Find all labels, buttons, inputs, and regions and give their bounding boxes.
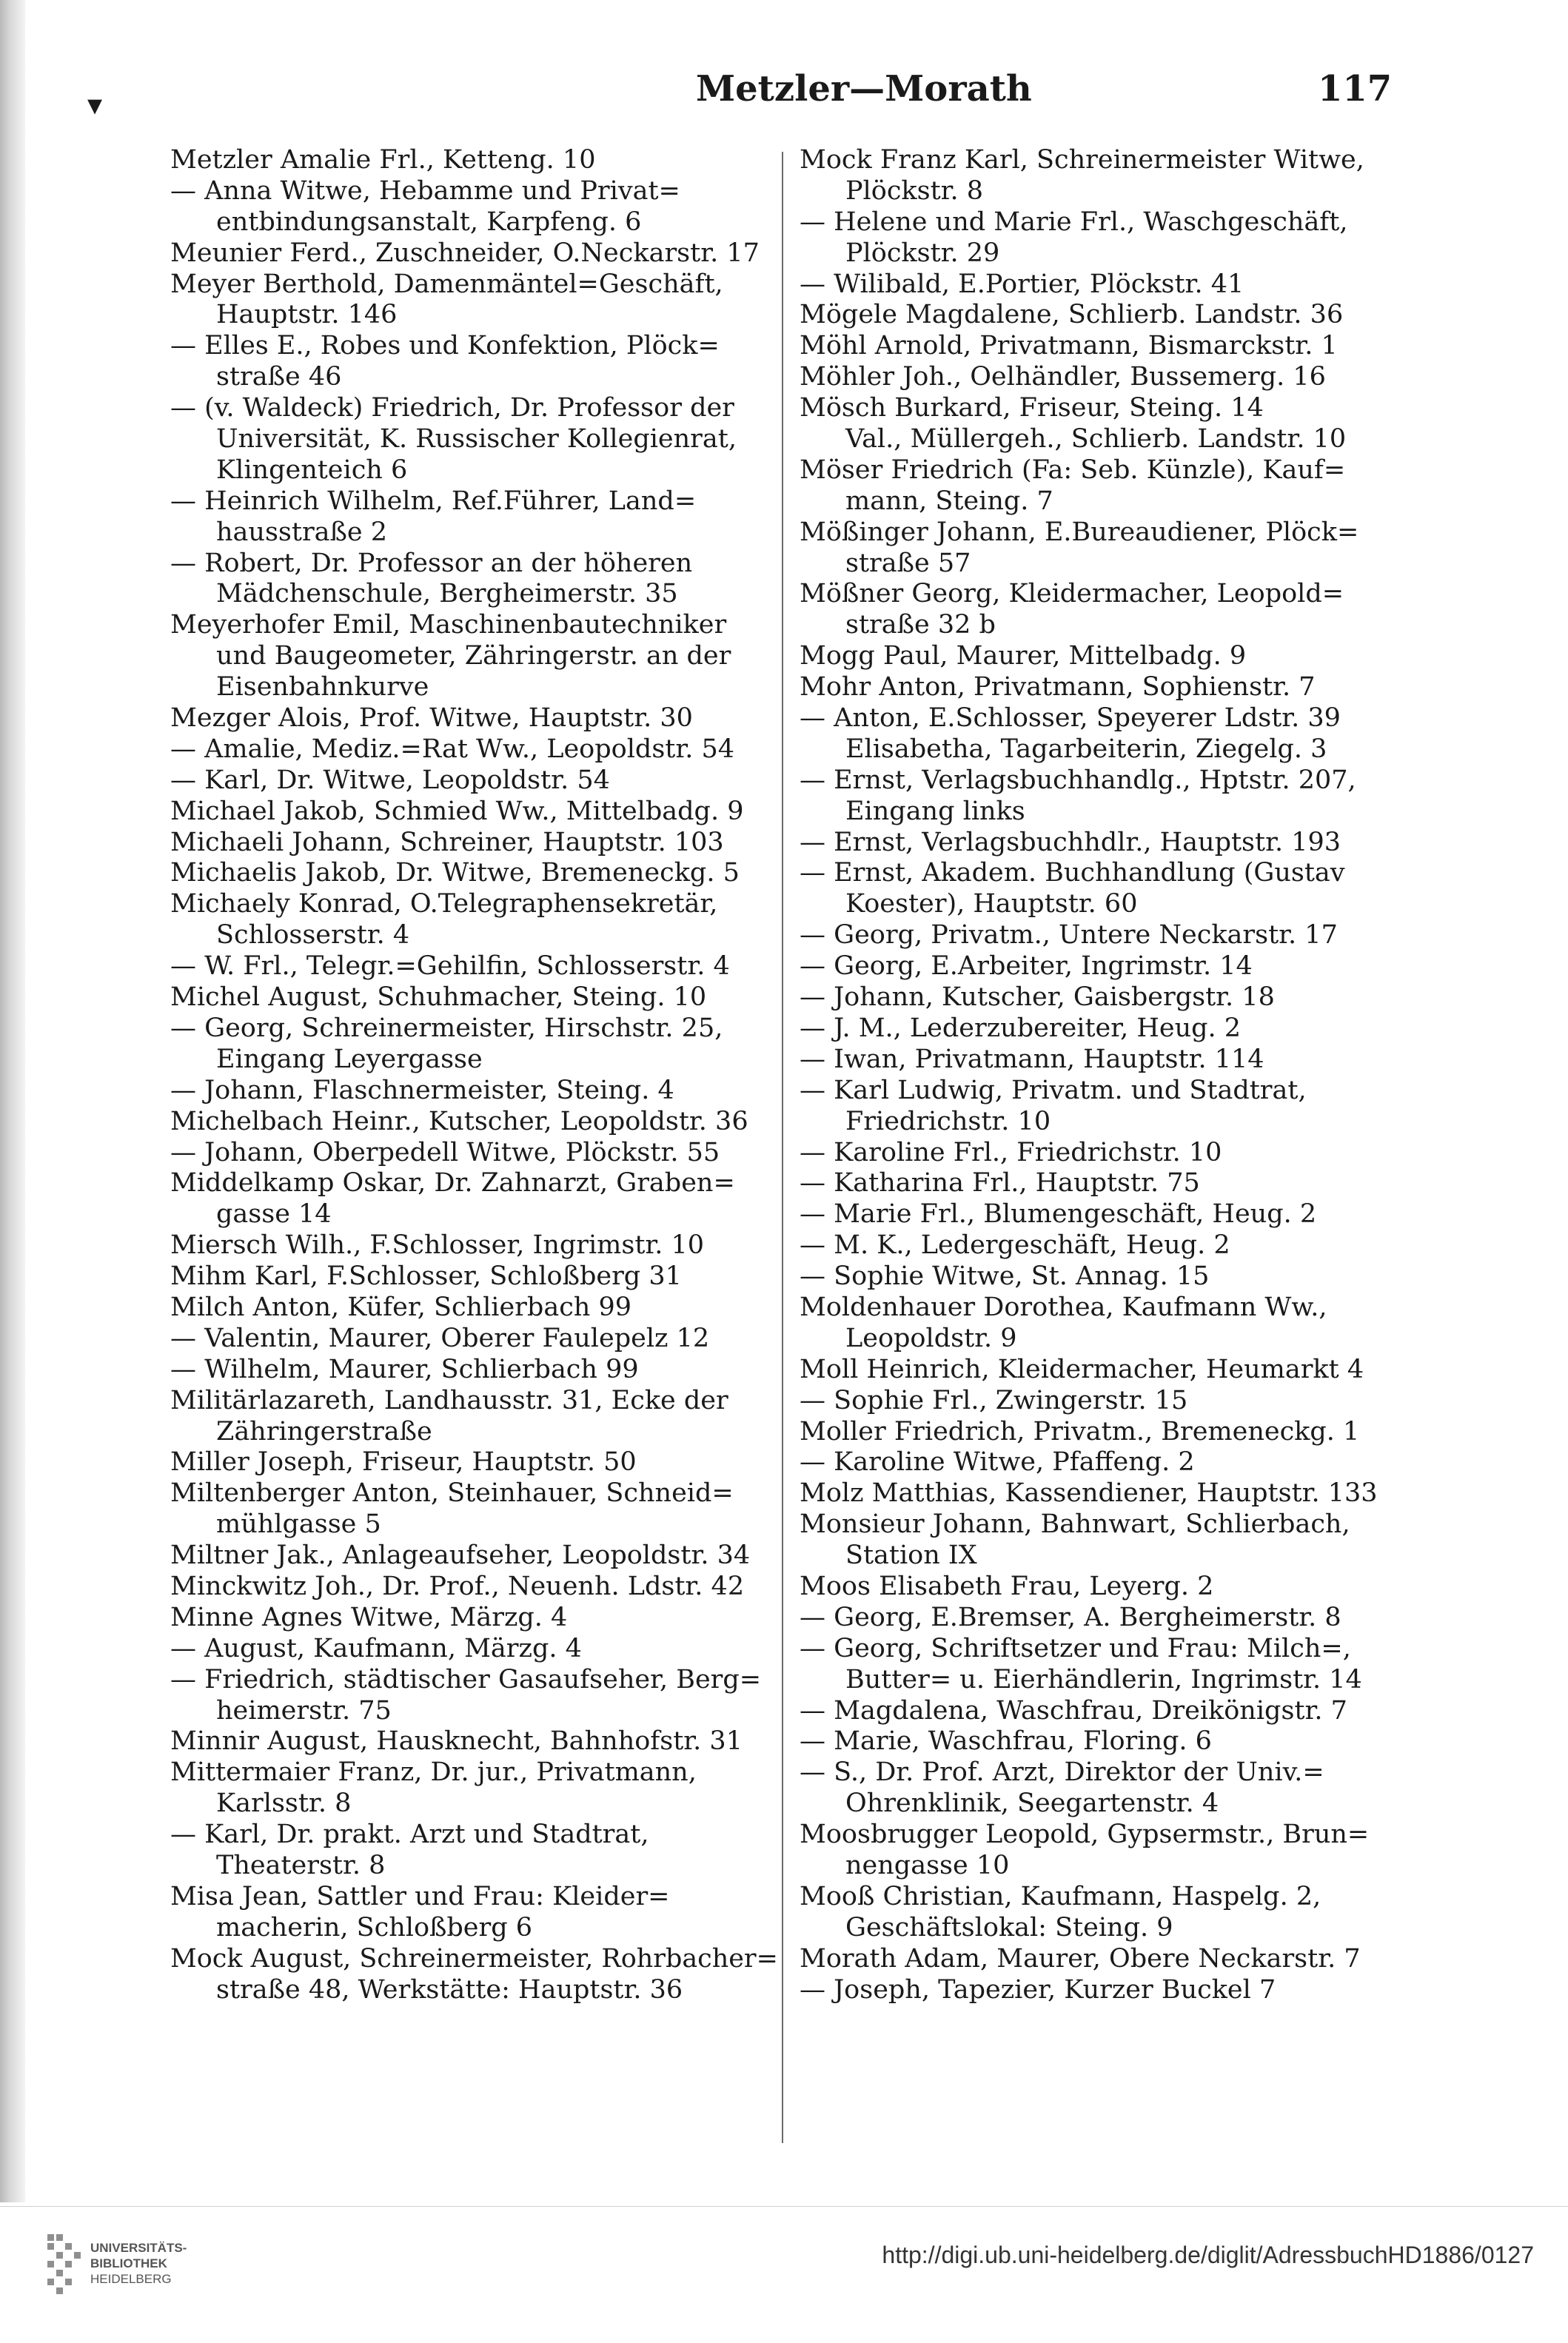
- library-name-line: HEIDELBERG: [90, 2272, 172, 2286]
- directory-entry-line: — Sophie Frl., Zwingerstr. 15: [800, 1385, 1188, 1415]
- directory-entry-line: — Karl, Dr. prakt. Arzt und Stadtrat,: [170, 1820, 649, 1850]
- library-seal-icon: [44, 2228, 84, 2302]
- directory-entry-line: Plöckstr. 29: [845, 238, 1000, 268]
- directory-entry-line: — Joseph, Tapezier, Kurzer Buckel 7: [800, 1974, 1276, 2005]
- directory-entry-line: nengasse 10: [845, 1850, 1010, 1880]
- directory-entry-line: Miersch Wilh., F.Schlosser, Ingrimstr. 10: [170, 1230, 705, 1261]
- directory-entry-line: Mößinger Johann, E.Bureaudiener, Plöck=: [800, 517, 1359, 547]
- directory-entry-line: Mößner Georg, Kleidermacher, Leopold=: [800, 579, 1344, 609]
- directory-entry-line: Geschäftslokal: Steing. 9: [845, 1912, 1173, 1943]
- directory-entry-line: Koester), Hauptstr. 60: [845, 889, 1138, 919]
- directory-entry-line: — August, Kaufmann, Märzg. 4: [170, 1633, 582, 1663]
- directory-entry-line: — Johann, Oberpedell Witwe, Plöckstr. 55: [170, 1137, 720, 1167]
- directory-entry-line: Moos Elisabeth Frau, Leyerg. 2: [800, 1571, 1214, 1601]
- directory-entry-line: — Anton, E.Schlosser, Speyerer Ldstr. 39: [800, 703, 1341, 734]
- directory-entry-line: — Valentin, Maurer, Oberer Faulepelz 12: [170, 1323, 710, 1353]
- directory-entry-line: Morath Adam, Maurer, Obere Neckarstr. 7: [800, 1943, 1361, 1974]
- directory-entry-line: — Magdalena, Waschfrau, Dreikönigstr. 7: [800, 1695, 1347, 1726]
- directory-entry-line: mühlgasse 5: [216, 1509, 381, 1540]
- directory-entry-line: Plöckstr. 8: [845, 175, 984, 206]
- directory-entry-line: — Georg, E.Bremser, A. Bergheimerstr. 8: [800, 1602, 1341, 1632]
- directory-entry-line: Möhl Arnold, Privatmann, Bismarckstr. 1: [800, 331, 1338, 361]
- directory-entry-line: straße 46: [216, 362, 342, 392]
- directory-entry-line: Mogg Paul, Maurer, Mittelbadg. 9: [800, 641, 1247, 671]
- directory-entry-line: Ohrenklinik, Seegartenstr. 4: [845, 1789, 1219, 1819]
- directory-entry-line: — Karoline Witwe, Pfaffeng. 2: [800, 1447, 1195, 1478]
- library-name-line: BIBLIOTHEK: [90, 2256, 167, 2270]
- directory-entry-line: heimerstr. 75: [216, 1695, 392, 1726]
- directory-entry-line: Hauptstr. 146: [216, 300, 398, 330]
- directory-entry-line: straße 57: [845, 548, 971, 578]
- directory-entry-line: Miltner Jak., Anlageaufseher, Leopoldstr. 34: [170, 1541, 751, 1571]
- directory-entry-line: Milch Anton, Küfer, Schlierbach 99: [170, 1292, 631, 1322]
- directory-entry-line: Eingang Leyergasse: [216, 1044, 483, 1074]
- directory-entry-line: Militärlazareth, Landhausstr. 31, Ecke der: [170, 1385, 728, 1415]
- directory-entry-line: — Karl Ludwig, Privatm. und Stadtrat,: [800, 1075, 1307, 1105]
- directory-entry-line: Mihm Karl, F.Schlosser, Schloßberg 31: [170, 1261, 682, 1292]
- directory-entry-line: Michael Jakob, Schmied Ww., Mittelbadg. 9: [170, 796, 744, 826]
- directory-entry-line: Moldenhauer Dorothea, Kaufmann Ww.,: [800, 1292, 1327, 1322]
- directory-entry-line: Friedrichstr. 10: [845, 1106, 1051, 1136]
- directory-entry-line: und Baugeometer, Zähringerstr. an der: [216, 641, 731, 671]
- directory-entry-line: — Karl, Dr. Witwe, Leopoldstr. 54: [170, 765, 610, 795]
- directory-entry-line: hausstraße 2: [216, 517, 388, 547]
- directory-entry-line: Meyerhofer Emil, Maschinenbautechniker: [170, 610, 727, 640]
- directory-entry-line: Butter= u. Eierhändlerin, Ingrimstr. 14: [845, 1664, 1362, 1695]
- directory-entry-line: Val., Müllergeh., Schlierb. Landstr. 10: [845, 424, 1347, 455]
- directory-entry-line: — Elles E., Robes und Konfektion, Plöck=: [170, 331, 720, 361]
- directory-entry-line: Moosbrugger Leopold, Gypsermstr., Brun=: [800, 1820, 1370, 1850]
- directory-entry-line: — Johann, Flaschnermeister, Steing. 4: [170, 1075, 674, 1105]
- directory-entry-line: Miltenberger Anton, Steinhauer, Schneid=: [170, 1478, 734, 1509]
- directory-entry-line: Mittermaier Franz, Dr. jur., Privatmann,: [170, 1757, 697, 1788]
- directory-entry-line: Misa Jean, Sattler und Frau: Kleider=: [170, 1881, 670, 1911]
- directory-entry-line: — Georg, E.Arbeiter, Ingrimstr. 14: [800, 951, 1253, 982]
- directory-entry-line: — M. K., Ledergeschäft, Heug. 2: [800, 1230, 1230, 1261]
- directory-entry-line: — Ernst, Akadem. Buchhandlung (Gustav: [800, 858, 1345, 888]
- column-divider: [782, 152, 783, 2143]
- directory-entry-line: Mock Franz Karl, Schreinermeister Witwe,: [800, 145, 1364, 175]
- directory-entry-line: — (v. Waldeck) Friedrich, Dr. Professor der: [170, 393, 734, 423]
- directory-entry-line: — Georg, Privatm., Untere Neckarstr. 17: [800, 920, 1338, 951]
- directory-entry-line: — Amalie, Mediz.=Rat Ww., Leopoldstr. 54: [170, 734, 735, 764]
- directory-entry-line: entbindungsanstalt, Karpfeng. 6: [216, 207, 642, 237]
- directory-entry-line: Monsieur Johann, Bahnwart, Schlierbach,: [800, 1509, 1350, 1540]
- directory-entry-line: Schlosserstr. 4: [216, 920, 410, 951]
- directory-entry-line: — Marie Frl., Blumengeschäft, Heug. 2: [800, 1199, 1317, 1230]
- directory-entry-line: Mädchenschule, Bergheimerstr. 35: [216, 579, 678, 609]
- directory-entry-line: Möser Friedrich (Fa: Seb. Künzle), Kauf=: [800, 455, 1346, 485]
- directory-entry-line: Mohr Anton, Privatmann, Sophienstr. 7: [800, 672, 1316, 703]
- footer-rule: [0, 2206, 1568, 2207]
- directory-entry-line: Michelbach Heinr., Kutscher, Leopoldstr. 36: [170, 1106, 748, 1136]
- directory-entry-line: — Wilibald, E.Portier, Plöckstr. 41: [800, 269, 1244, 299]
- directory-entry-line: Michaely Konrad, O.Telegraphensekretär,: [170, 889, 718, 919]
- directory-entry-line: Mögele Magdalene, Schlierb. Landstr. 36: [800, 300, 1344, 330]
- directory-entry-line: Klingenteich 6: [216, 455, 408, 485]
- directory-entry-line: mann, Steing. 7: [845, 486, 1053, 516]
- directory-entry-line: Minne Agnes Witwe, Märzg. 4: [170, 1602, 568, 1632]
- directory-entry-line: straße 32 b: [845, 610, 996, 640]
- page-corner-mark: ▾: [87, 88, 103, 122]
- directory-entry-line: — Georg, Schriftsetzer und Frau: Milch=,: [800, 1633, 1351, 1663]
- directory-entry-line: — Heinrich Wilhelm, Ref.Führer, Land=: [170, 486, 697, 516]
- directory-entry-line: — Ernst, Verlagsbuchhandlg., Hptstr. 207,: [800, 765, 1356, 795]
- directory-entry-line: straße 48, Werkstätte: Hauptstr. 36: [216, 1974, 683, 2005]
- directory-entry-line: Elisabetha, Tagarbeiterin, Ziegelg. 3: [845, 734, 1327, 764]
- directory-entry-line: — Marie, Waschfrau, Floring. 6: [800, 1726, 1212, 1757]
- directory-entry-line: Minckwitz Joh., Dr. Prof., Neuenh. Ldstr. 42: [170, 1571, 745, 1601]
- library-name: [90, 2240, 187, 2287]
- directory-entry-line: Eisenbahnkurve: [216, 672, 429, 703]
- directory-entry-line: Eingang links: [845, 796, 1025, 826]
- directory-entry-line: Station IX: [845, 1541, 977, 1571]
- scan-edge-shadow: [0, 0, 25, 2202]
- directory-entry-line: — Katharina Frl., Hauptstr. 75: [800, 1168, 1200, 1199]
- directory-entry-line: Meunier Ferd., Zuschneider, O.Neckarstr. 17: [170, 238, 760, 268]
- directory-entry-line: Mösch Burkard, Friseur, Steing. 14: [800, 393, 1264, 423]
- directory-entry-line: Möhler Joh., Oelhändler, Bussemerg. 16: [800, 362, 1326, 392]
- directory-entry-line: — Johann, Kutscher, Gaisbergstr. 18: [800, 982, 1275, 1013]
- directory-entry-line: — Karoline Frl., Friedrichstr. 10: [800, 1137, 1222, 1167]
- directory-entry-line: — Sophie Witwe, St. Annag. 15: [800, 1261, 1210, 1292]
- left-column: [170, 145, 777, 2005]
- directory-entry-line: Karlsstr. 8: [216, 1789, 352, 1819]
- directory-entry-line: — Helene und Marie Frl., Waschgeschäft,: [800, 207, 1348, 237]
- directory-entry-line: — Anna Witwe, Hebamme und Privat=: [170, 175, 680, 206]
- directory-entry-line: Michaeli Johann, Schreiner, Hauptstr. 103: [170, 827, 724, 857]
- source-url[interactable]: http://digi.ub.uni-heidelberg.de/diglit/AdressbuchHD1886/0127: [882, 2242, 1534, 2268]
- directory-entry-line: Michaelis Jakob, Dr. Witwe, Bremeneckg. 5: [170, 858, 740, 888]
- directory-entry-line: — Iwan, Privatmann, Hauptstr. 114: [800, 1044, 1264, 1074]
- directory-entry-line: Middelkamp Oskar, Dr. Zahnarzt, Graben=: [170, 1168, 735, 1199]
- right-column: [800, 145, 1407, 2005]
- directory-entry-line: Theaterstr. 8: [216, 1850, 386, 1880]
- directory-entry-line: Mezger Alois, Prof. Witwe, Hauptstr. 30: [170, 703, 693, 734]
- directory-entry-line: Moller Friedrich, Privatm., Bremeneckg. 1: [800, 1416, 1360, 1447]
- directory-entry-line: gasse 14: [216, 1199, 332, 1230]
- directory-entry-line: Zähringerstraße: [216, 1416, 432, 1447]
- directory-entry-line: — S., Dr. Prof. Arzt, Direktor der Univ.=: [800, 1757, 1324, 1788]
- directory-entry-line: Mock August, Schreinermeister, Rohrbacher=: [170, 1943, 778, 1974]
- directory-entry-line: Moll Heinrich, Kleidermacher, Heumarkt 4: [800, 1354, 1364, 1384]
- directory-entry-line: — Robert, Dr. Professor an der höheren: [170, 548, 693, 578]
- directory-entry-line: Leopoldstr. 9: [845, 1323, 1017, 1353]
- directory-entry-line: Metzler Amalie Frl., Ketteng. 10: [170, 145, 596, 175]
- library-logo: [44, 2228, 281, 2310]
- directory-entry-line: Meyer Berthold, Damenmäntel=Geschäft,: [170, 269, 723, 299]
- directory-entry-line: Mooß Christian, Kaufmann, Haspelg. 2,: [800, 1881, 1321, 1911]
- running-header: [0, 68, 1568, 113]
- directory-entry-line: — J. M., Lederzubereiter, Heug. 2: [800, 1013, 1242, 1043]
- directory-entry-line: — Friedrich, städtischer Gasaufseher, Berg=: [170, 1664, 762, 1695]
- directory-entry-line: — Wilhelm, Maurer, Schlierbach 99: [170, 1354, 639, 1384]
- directory-entry-line: Miller Joseph, Friseur, Hauptstr. 50: [170, 1447, 637, 1478]
- running-title: Metzler—Morath: [696, 68, 1032, 110]
- page-number: 117: [1318, 68, 1393, 110]
- directory-entry-line: — W. Frl., Telegr.=Gehilfin, Schlosserstr. 4: [170, 951, 730, 982]
- directory-entry-line: Molz Matthias, Kassendiener, Hauptstr. 133: [800, 1478, 1378, 1509]
- directory-entry-line: Minnir August, Hausknecht, Bahnhofstr. 31: [170, 1726, 743, 1757]
- directory-entry-line: Universität, K. Russischer Kollegienrat,: [216, 424, 737, 455]
- directory-entry-line: — Ernst, Verlagsbuchhdlr., Hauptstr. 193: [800, 827, 1341, 857]
- directory-entry-line: macherin, Schloßberg 6: [216, 1912, 533, 1943]
- directory-entry-line: — Georg, Schreinermeister, Hirschstr. 25,: [170, 1013, 723, 1043]
- directory-entry-line: Michel August, Schuhmacher, Steing. 10: [170, 982, 707, 1013]
- library-name-line: UNIVERSITÄTS-: [90, 2241, 187, 2255]
